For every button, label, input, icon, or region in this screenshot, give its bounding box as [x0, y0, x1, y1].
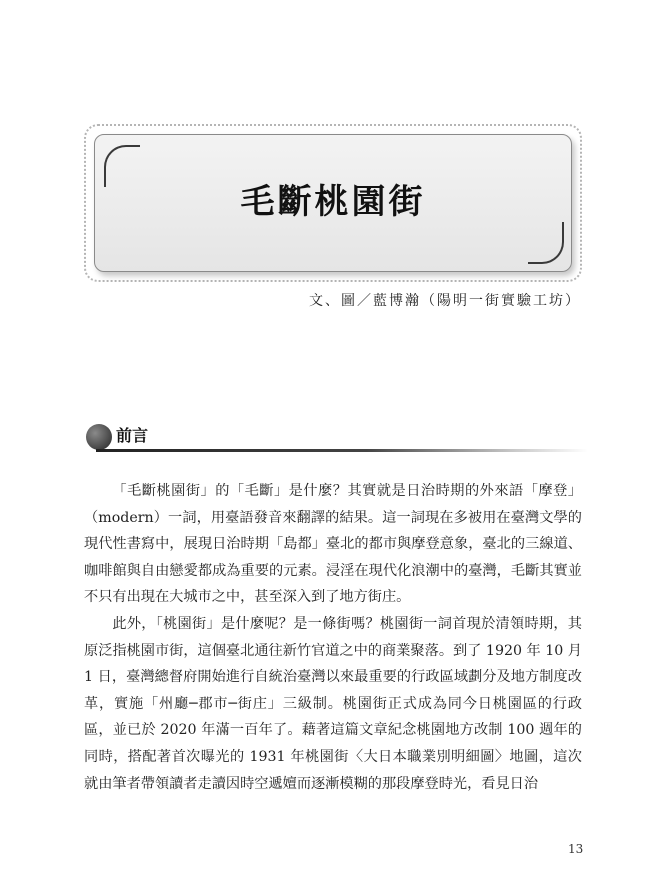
article-title: 毛斷桃園街 — [240, 182, 426, 222]
paragraph-2: 此外，「桃園街」是什麼呢？是一條街嗎？桃園街一詞首現於清領時期，其原泛指桃園市街，這個臺北通往新竹官道之中的商業聚落。到了 1920 年 10 月 1 日，臺灣總督府開始進行自統治臺灣以來最重要的行政區域劃分及地方制度改革，實施「州廳─郡市─街庄」三級制。桃園街正式成為同今日桃園區的行政區，並已於 2020 年滿一百年了。藉著這篇文章紀念桃園地方改制 100 週年的同時，搭配著首次曝光的 1931 年桃園街〈大日本職業別明細圖〉地圖，這次就由筆者帶領讀者走讀因時空遞嬗而逐漸模糊的那段摩登時光，看見日治 — [84, 615, 582, 792]
article-body — [84, 478, 582, 797]
section-heading: 前言 — [116, 426, 149, 445]
section-underline — [96, 449, 588, 452]
article-byline: 文、圖／藍博瀚（陽明一街實驗工坊） — [309, 293, 581, 309]
section-bullet-icon — [86, 424, 112, 450]
paragraph-1: 「毛斷桃園街」的「毛斷」是什麼？其實就是日治時期的外來語「摩登」（modern）一詞，用臺語發音來翻譯的結果。這一詞現在多被用在臺灣文學的現代性書寫中，展現日治時期「島都」臺北的都市與摩登意象，臺北的三線道、咖啡館與自由戀愛都成為重要的元素。浸淫在現代化浪潮中的臺灣，毛斷其實並不只有出現在大城市之中，甚至深入到了地方街庄。 — [84, 483, 582, 606]
page-number: 13 — [568, 842, 584, 856]
